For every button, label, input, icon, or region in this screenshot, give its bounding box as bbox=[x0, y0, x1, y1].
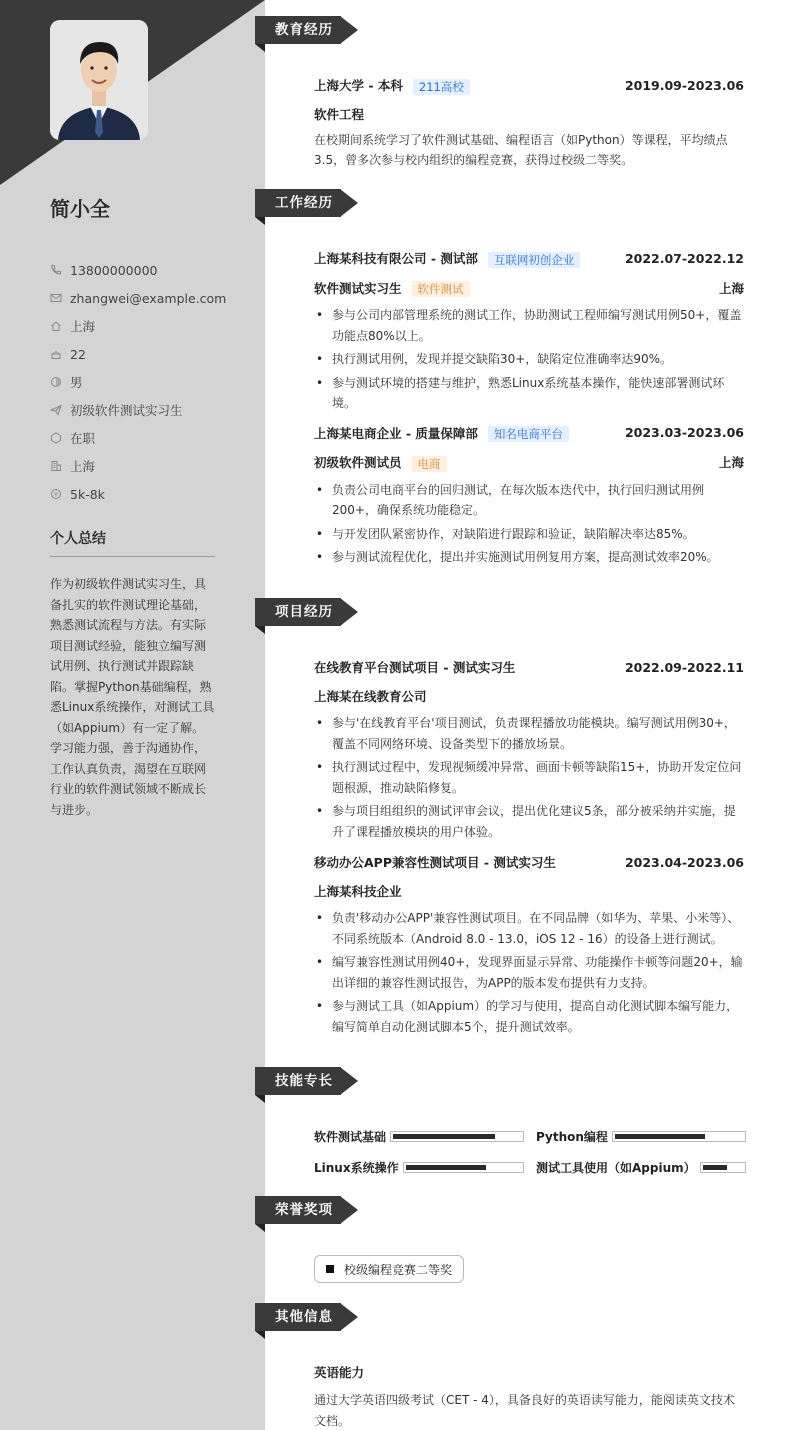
list-item: • 执行测试用例，发现并提交缺陷30+，缺陷定位准确率达90%。 bbox=[314, 349, 744, 370]
project-date: 2022.09-2022.11 bbox=[624, 659, 744, 675]
avatar bbox=[50, 20, 148, 140]
contact-item bbox=[50, 368, 226, 396]
project-list bbox=[314, 658, 744, 1040]
education-desc: 在校期间系统学习了软件测试基础、编程语言（如Python）等课程，平均绩点3.5，曾多次参与校内组织的编程竞赛，获得过校级二等奖。 bbox=[314, 132, 728, 167]
section-header-other bbox=[255, 1303, 359, 1331]
list-item: • 参与测试工具（如Appium）的学习与使用，提高自动化测试脚本编写能力，编写简单自动化测试脚本5个，提升测试效率。 bbox=[314, 996, 744, 1037]
company-name: 上海某电商企业 - 质量保障部 bbox=[314, 425, 478, 441]
sidebar bbox=[0, 0, 265, 1430]
main-content bbox=[265, 0, 794, 1430]
project-org: 上海某在线教育公司 bbox=[314, 689, 427, 704]
contact-text: 13800000000 bbox=[70, 262, 158, 278]
section-title: 技能专长 bbox=[255, 1067, 341, 1095]
project-org: 上海某科技企业 bbox=[314, 884, 402, 899]
contact-info-list bbox=[50, 256, 226, 508]
skill-bar bbox=[700, 1162, 746, 1173]
contact-text: 初级软件测试实习生 bbox=[70, 403, 183, 418]
section-header-projects bbox=[255, 598, 359, 626]
contact-item bbox=[50, 284, 226, 312]
work-date: 2023.03-2023.06 bbox=[624, 425, 744, 441]
list-item: • 参与测试流程优化，提出并实施测试用例复用方案，提高测试效率20%。 bbox=[314, 547, 744, 568]
project-entry bbox=[314, 658, 744, 842]
company-name: 上海某科技有限公司 - 测试部 bbox=[314, 251, 478, 266]
list-item: • 执行测试过程中，发现视频缓冲异常、画面卡顿等缺陷15+，协助开发定位问题根源，推动缺陷修复。 bbox=[314, 757, 744, 798]
skill-bar-fill bbox=[703, 1165, 727, 1170]
other-desc: 通过大学英语四级考试（CET - 4），具备良好的英语读写能力，能阅读英文技术文档。 bbox=[314, 1393, 735, 1428]
skill-bar bbox=[612, 1131, 746, 1142]
other-title: 英语能力 bbox=[314, 1365, 365, 1380]
mail-icon bbox=[50, 292, 62, 304]
list-item: • 参与'在线教育平台'项目测试，负责课程播放功能模块。编写测试用例30+，覆盖不同网络环境、设备类型下的播放场景。 bbox=[314, 713, 744, 754]
skill-name: Python编程 bbox=[536, 1130, 608, 1144]
company-tag: 互联网初创企业 bbox=[488, 252, 581, 268]
section-header-awards bbox=[255, 1196, 359, 1224]
skill-name: Linux系统操作 bbox=[314, 1161, 399, 1175]
gender-icon bbox=[50, 376, 62, 388]
contact-item bbox=[50, 424, 226, 452]
section-title: 项目经历 bbox=[255, 598, 341, 626]
status-icon bbox=[50, 432, 62, 444]
awards-list bbox=[314, 1255, 744, 1283]
role-tag: 电商 bbox=[412, 456, 447, 472]
section-title: 其他信息 bbox=[255, 1303, 341, 1331]
contact-text: 22 bbox=[70, 346, 86, 362]
section-title: 荣誉奖项 bbox=[255, 1196, 341, 1224]
phone-icon bbox=[50, 264, 62, 276]
list-item: • 与开发团队紧密协作，对缺陷进行跟踪和验证，缺陷解决率达85%。 bbox=[314, 524, 744, 545]
skill-item bbox=[536, 1159, 746, 1176]
candidate-name: 简小全 bbox=[50, 197, 110, 221]
skill-item bbox=[536, 1128, 746, 1145]
work-city: 上海 bbox=[718, 280, 744, 296]
section-title: 教育经历 bbox=[255, 16, 341, 44]
svg-text:¥: ¥ bbox=[53, 490, 59, 499]
summary-title: 个人总结 bbox=[50, 528, 215, 557]
skill-bar-fill bbox=[393, 1134, 495, 1139]
list-item: • 负责公司电商平台的回归测试，在每次版本迭代中，执行回归测试用例200+，确保系统功能稳定。 bbox=[314, 480, 744, 521]
skill-item bbox=[314, 1159, 524, 1176]
work-list bbox=[314, 249, 744, 571]
education-date: 2019.09-2023.06 bbox=[624, 77, 744, 93]
section-header-education bbox=[255, 16, 359, 44]
project-date: 2023.04-2023.06 bbox=[624, 854, 744, 870]
skill-bar-fill bbox=[615, 1134, 705, 1139]
skill-name: 软件测试基础 bbox=[314, 1130, 387, 1144]
contact-item bbox=[50, 256, 226, 284]
section-header-skills bbox=[255, 1067, 359, 1095]
school-tag: 211高校 bbox=[413, 79, 470, 95]
send-icon bbox=[50, 404, 62, 416]
contact-item bbox=[50, 312, 226, 340]
skill-bar bbox=[390, 1131, 524, 1142]
job-role: 初级软件测试员 bbox=[314, 455, 402, 470]
contact-text: 在职 bbox=[70, 431, 96, 446]
contact-item bbox=[50, 340, 226, 368]
project-entry bbox=[314, 853, 744, 1037]
contact-item bbox=[50, 452, 226, 480]
work-date: 2022.07-2022.12 bbox=[624, 250, 744, 266]
major: 软件工程 bbox=[314, 106, 365, 122]
summary-text: 作为初级软件测试实习生，具备扎实的软件测试理论基础，熟悉测试流程与方法。有实际项目测试经验，能独立编写测试用例、执行测试并跟踪缺陷。掌握Python基础编程，熟悉Linux系统操作，对测试工具（如Appium）有一定了解。学习能力强，善于沟通协作，工作认真负责，渴望在互联网行业的软件测试领域不断成长与进步。 bbox=[50, 577, 215, 817]
age-icon bbox=[50, 348, 62, 360]
contact-text: 5k-8k bbox=[70, 486, 105, 502]
job-role: 软件测试实习生 bbox=[314, 280, 402, 296]
work-entry bbox=[314, 424, 744, 568]
education-entry bbox=[314, 76, 744, 171]
home-icon bbox=[50, 320, 62, 332]
role-tag: 软件测试 bbox=[412, 281, 470, 297]
skill-item bbox=[314, 1128, 524, 1145]
skills-list bbox=[314, 1128, 744, 1176]
skill-bar-fill bbox=[406, 1165, 487, 1170]
list-item: • 参与公司内部管理系统的测试工作，协助测试工程师编写测试用例50+，覆盖功能点80%以上。 bbox=[314, 305, 744, 346]
contact-text: 上海 bbox=[70, 459, 96, 474]
section-header-work bbox=[255, 189, 359, 217]
contact-item bbox=[50, 396, 226, 424]
contact-text: 上海 bbox=[70, 319, 96, 334]
list-item: • 参与项目组组织的测试评审会议，提出优化建议5条，部分被采纳并实施，提升了课程播放模块的用户体验。 bbox=[314, 801, 744, 842]
company-tag: 知名电商平台 bbox=[488, 426, 569, 442]
work-city: 上海 bbox=[718, 455, 744, 471]
work-entry bbox=[314, 249, 744, 414]
list-item: • 编写兼容性测试用例40+，发现界面显示异常、功能操作卡顿等问题20+，输出详细的兼容性测试报告，为APP的版本发布提供有力支持。 bbox=[314, 952, 744, 993]
skill-name: 测试工具使用（如Appium） bbox=[536, 1161, 696, 1175]
skill-bar bbox=[403, 1162, 524, 1173]
award-item: 校级编程竞赛二等奖 bbox=[314, 1255, 464, 1283]
list-item: • 参与测试环境的搭建与维护，熟悉Linux系统基本操作，能快速部署测试环境。 bbox=[314, 373, 744, 414]
school-name: 上海大学 - 本科 bbox=[314, 78, 403, 93]
salary-icon bbox=[50, 488, 62, 500]
list-item: • 负责'移动办公APP'兼容性测试项目。在不同品牌（如华为、苹果、小米等）、不同系统版本（Android 8.0 - 13.0，iOS 12 - 16）的设备上进行测试。 bbox=[314, 908, 744, 949]
contact-text: 男 bbox=[70, 375, 83, 390]
section-title: 工作经历 bbox=[255, 189, 341, 217]
project-title: 移动办公APP兼容性测试项目 - 测试实习生 bbox=[314, 855, 556, 870]
building-icon bbox=[50, 460, 62, 472]
contact-item bbox=[50, 480, 226, 508]
other-info bbox=[314, 1363, 744, 1430]
contact-text: zhangwei@example.com bbox=[70, 290, 227, 306]
project-title: 在线教育平台测试项目 - 测试实习生 bbox=[314, 660, 516, 675]
